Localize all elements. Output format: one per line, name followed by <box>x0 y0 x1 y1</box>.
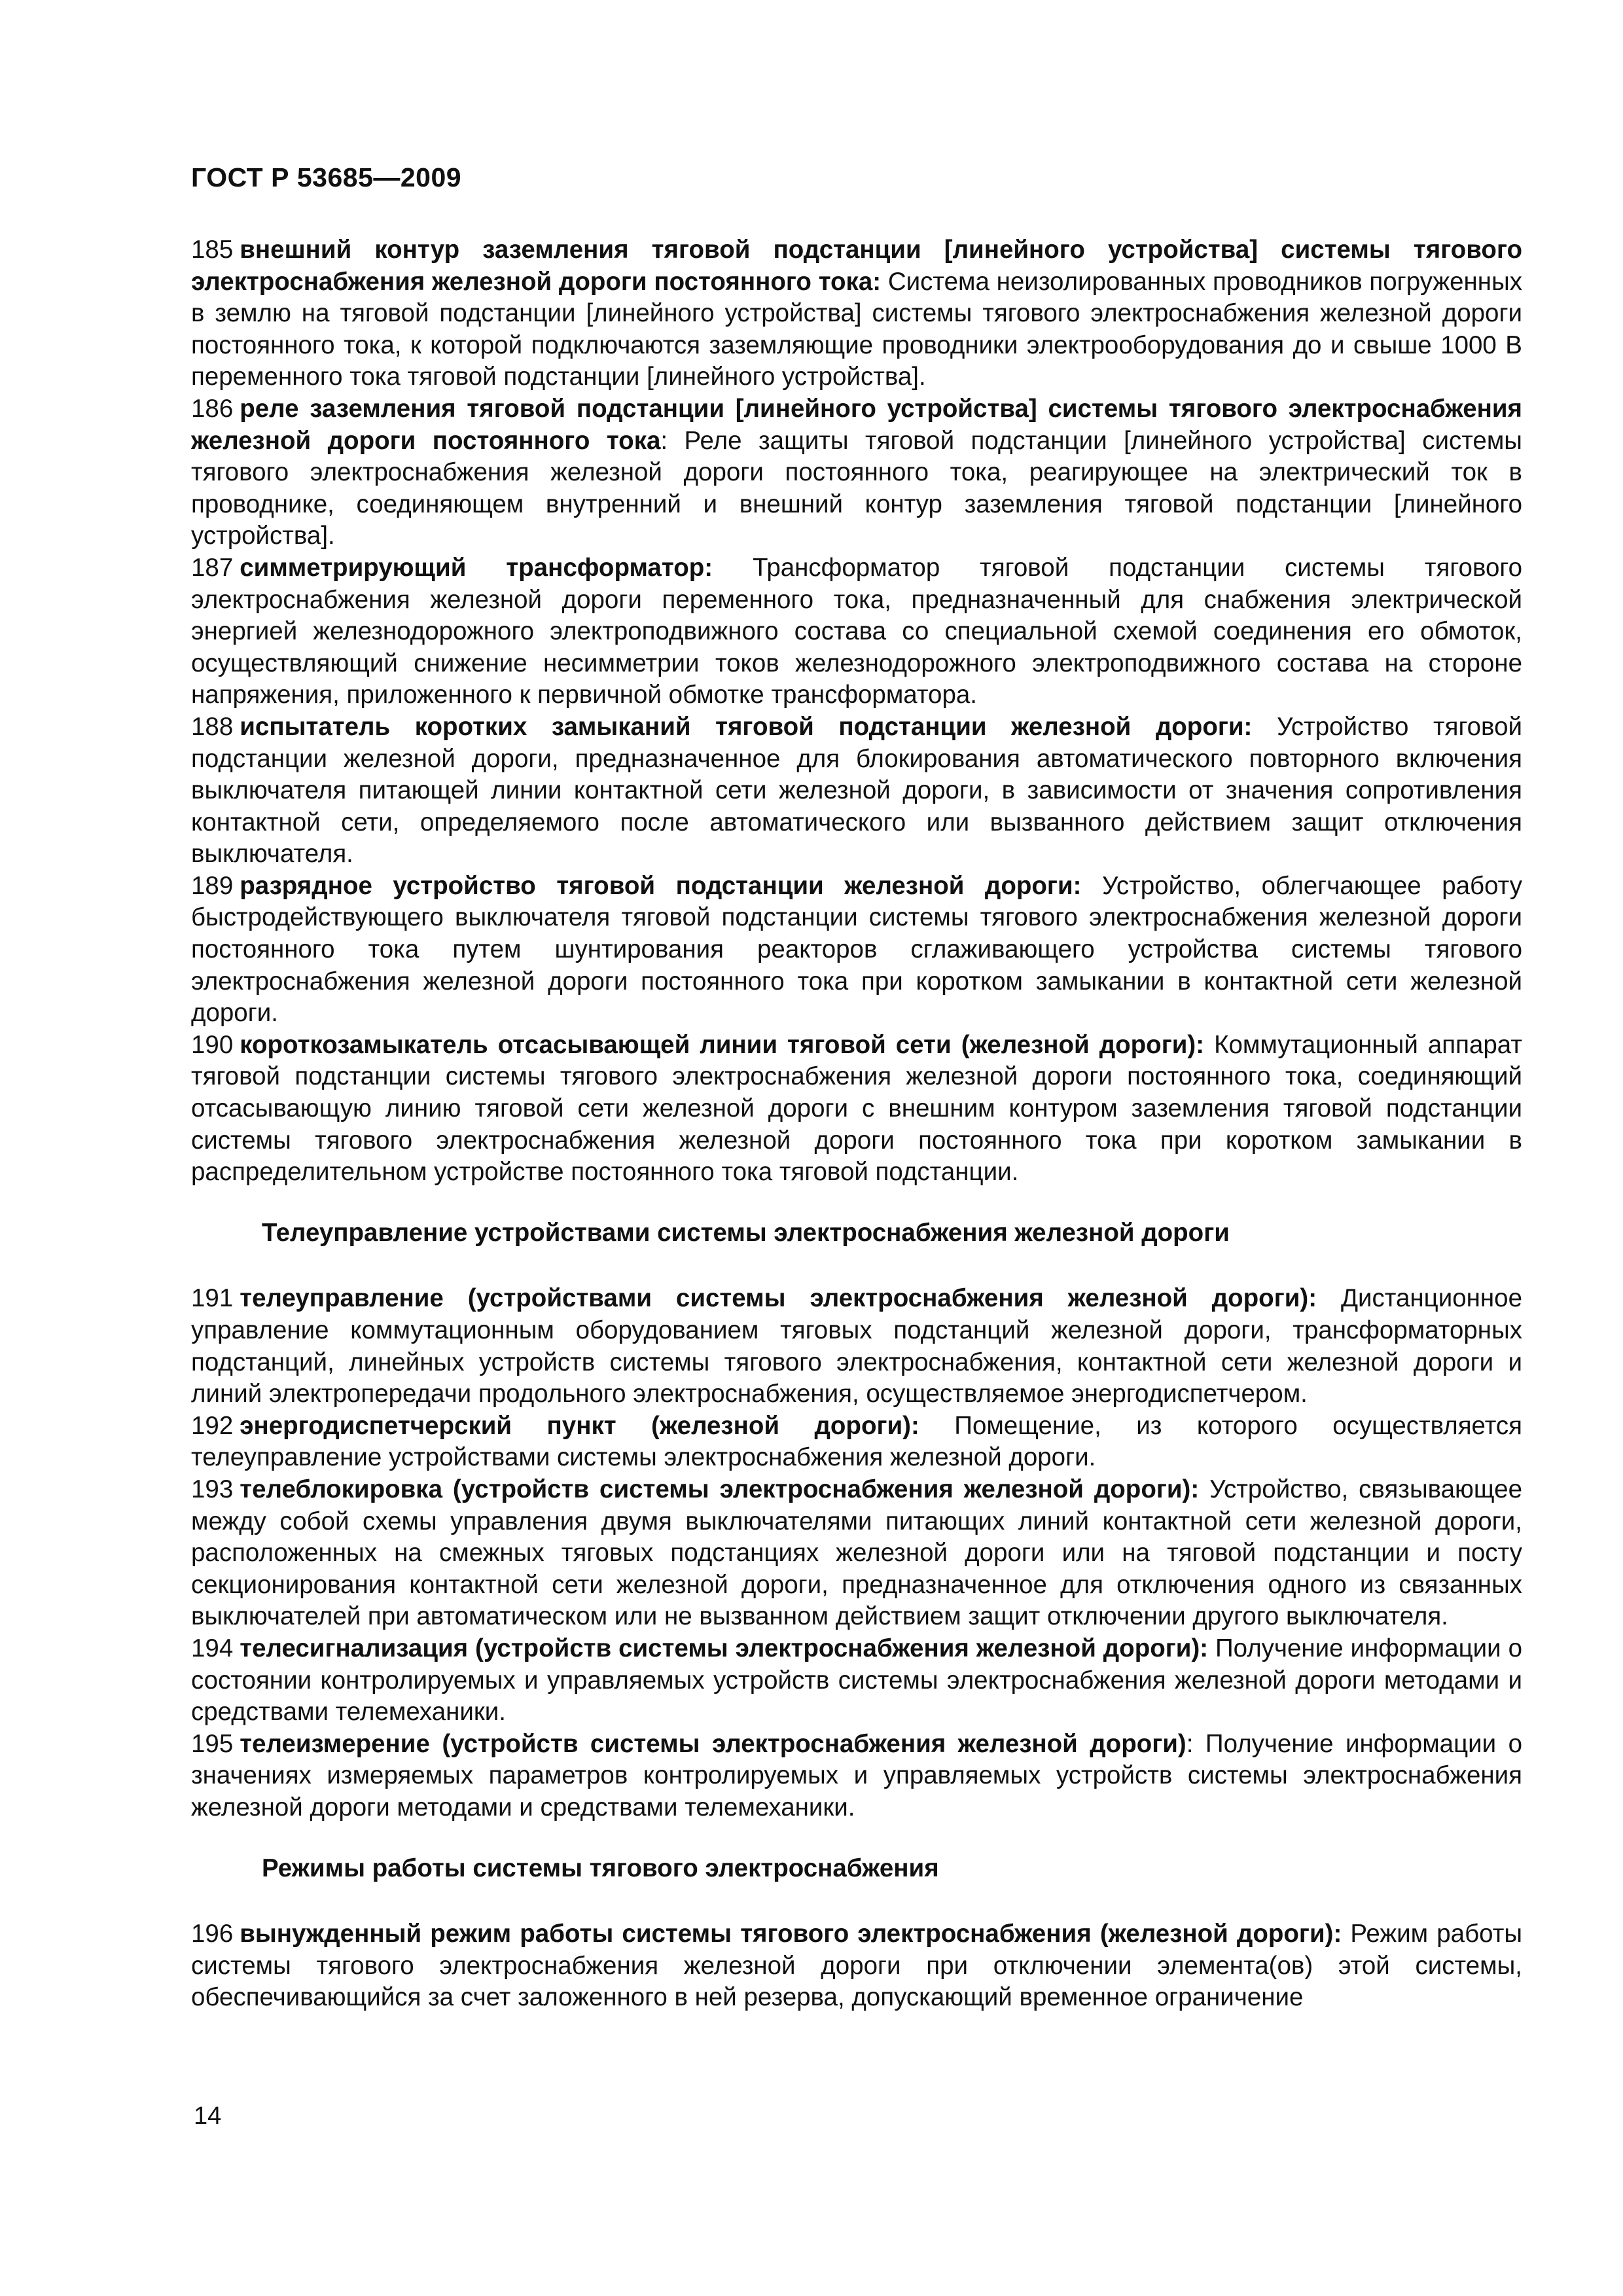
entry-definition: Устройство, облегчающее работу быстродействующего выключателя тяговой подстанции системы тягового электроснабжения железной дороги постоянного тока путем шунтирования реакторов сглаживающего устройства системы тягового электроснабжения железной дороги постоянного тока при коротком замыкании в контактной сети железной дороги. <box>191 871 1522 1028</box>
term-entry-185 <box>191 234 1522 393</box>
term-entry-195 <box>191 1729 1522 1824</box>
term-entry-188 <box>191 711 1522 870</box>
entry-term: вынужденный режим работы системы тягового электроснабжения (железной дороги): <box>240 1920 1342 1948</box>
term-entry-192 <box>191 1410 1522 1474</box>
entry-number: 196 <box>191 1920 234 1948</box>
entry-number: 185 <box>191 236 234 264</box>
entry-definition: Коммутационный аппарат тяговой подстанции системы тягового электроснабжения железной дороги постоянного тока, соединяющий отсасывающую линию тяговой сети железной дороги с внешним контуром заземления тяговой подстанции системы тягового электроснабжения железной дороги постоянного тока при коротком замыкании в распределительном устройстве постоянного тока тяговой подстанции. <box>191 1030 1523 1187</box>
term-entry-191 <box>191 1283 1522 1410</box>
term-entry-190 <box>191 1030 1522 1189</box>
term-entry-196 <box>191 1918 1522 2014</box>
term-entry-189 <box>191 870 1522 1030</box>
entry-number: 193 <box>191 1475 234 1503</box>
page-number: 14 <box>194 2102 222 2130</box>
section-heading-telecontrol: Телеуправление устройствами системы электроснабжения железной дороги <box>262 1218 1230 1247</box>
entry-definition: Помещение, из которого осуществляется телеуправление устройствами системы электроснабжения железной дороги. <box>191 1411 1522 1472</box>
entry-number: 195 <box>191 1729 234 1758</box>
entry-number: 186 <box>191 394 234 423</box>
entry-term: симметрирующий трансформатор: <box>240 553 713 582</box>
entry-term: реле заземления тяговой подстанции [линейного устройства] системы тягового электроснабжения железной дороги постоянного тока <box>191 394 1522 455</box>
entry-number: 194 <box>191 1634 234 1662</box>
entry-definition: : Получение информации о значениях измеряемых параметров контролируемых и управляемых устройств системы электроснабжения железной дороги методами и средствами телемеханики. <box>191 1729 1522 1821</box>
section-heading-operating-modes: Режимы работы системы тягового электроснабжения <box>262 1854 939 1882</box>
entry-term: внешний контур заземления тяговой подстанции [линейного устройства] системы тягового электроснабжения железной дороги постоянного тока: <box>191 236 1522 296</box>
standard-designation: ГОСТ Р 53685—2009 <box>191 162 462 192</box>
entry-number: 188 <box>191 712 234 741</box>
term-entry-193 <box>191 1474 1522 1633</box>
entry-number: 190 <box>191 1030 234 1059</box>
term-entry-194 <box>191 1633 1522 1729</box>
entry-number: 189 <box>191 871 234 900</box>
entry-definition: Устройство, связывающее между собой схемы управления двумя выключателями питающих линий контактной сети железной дороги, расположенных на смежных тяговых подстанциях железной дороги или на тяговой подстанции и посту секционирования контактной сети железной дороги, предназначенное для отключения одного из связанных выключателей при автоматическом или не вызванном действием защит отключении другого выключателя. <box>191 1475 1522 1631</box>
entry-term: телеблокировка (устройств системы электроснабжения железной дороги): <box>240 1475 1200 1503</box>
entry-definition: Трансформатор тяговой подстанции системы тягового электроснабжения железной дороги переменного тока, предназначенный для снабжения электрической энергией железнодорожного электроподвижного состава со специальной схемой соединения его обмоток, осуществляющий снижение несимметрии токов железнодорожного электроподвижного состава на стороне напряжения, приложенного к первичной обмотке трансформатора. <box>191 553 1523 709</box>
entry-definition: Режим работы системы тягового электроснабжения железной дороги при отключении элемента(ов) этой системы, обеспечивающийся за счет заложенного в ней резерва, допускающий временное ограничение <box>191 1920 1522 2012</box>
entry-definition: Система неизолированных проводников погруженных в землю на тяговой подстанции [линейного устройства] системы тягового электроснабжения железной дороги постоянного тока, к которой подключаются заземляющие проводники электрооборудования до и свыше 1000 В переменного тока тяговой подстанции [линейного устройства]. <box>191 267 1522 391</box>
entry-term: телеизмерение (устройств системы электроснабжения железной дороги) <box>240 1729 1186 1758</box>
entry-definition: Получение информации о состоянии контролируемых и управляемых устройств системы электроснабжения железной дороги методами и средствами телемеханики. <box>191 1634 1522 1727</box>
entry-term: телесигнализация (устройств системы электроснабжения железной дороги): <box>240 1634 1209 1662</box>
entry-number: 187 <box>191 553 234 582</box>
entry-number: 191 <box>191 1284 234 1313</box>
entry-term: короткозамыкатель отсасывающей линии тяговой сети (железной дороги): <box>240 1030 1205 1059</box>
entry-term: испытатель коротких замыканий тяговой подстанции железной дороги: <box>240 712 1253 741</box>
entry-term: энергодиспетчерский пункт (железной дороги): <box>240 1411 919 1440</box>
entry-definition: : Реле защиты тяговой подстанции [линейного устройства] системы тягового электроснабжения железной дороги постоянного тока, реагирующее на электрический ток в проводнике, соединяющем внутренний и внешний контур заземления тяговой подстанции [линейного устройства]. <box>191 426 1522 550</box>
entry-number: 192 <box>191 1411 234 1440</box>
entry-term: разрядное устройство тяговой подстанции железной дороги: <box>240 871 1082 900</box>
entry-definition: Дистанционное управление коммутационным оборудованием тяговых подстанций железной дороги, трансформаторных подстанций, линейных устройств системы тягового электроснабжения, контактной сети железной дороги и линий электропередачи продольного электроснабжения, осуществляемое энергодиспетчером. <box>191 1284 1522 1408</box>
entry-definition: Устройство тяговой подстанции железной дороги, предназначенное для блокирования автоматического повторного включения выключателя питающей линии контактной сети железной дороги, в зависимости от значения сопротивления контактной сети, определяемого после автоматического или вызванного действием защит отключения выключателя. <box>191 712 1522 869</box>
term-entry-186 <box>191 393 1522 552</box>
term-entry-187 <box>191 552 1522 711</box>
entry-term: телеуправление (устройствами системы электроснабжения железной дороги): <box>240 1284 1317 1313</box>
document-body <box>191 234 1522 2014</box>
